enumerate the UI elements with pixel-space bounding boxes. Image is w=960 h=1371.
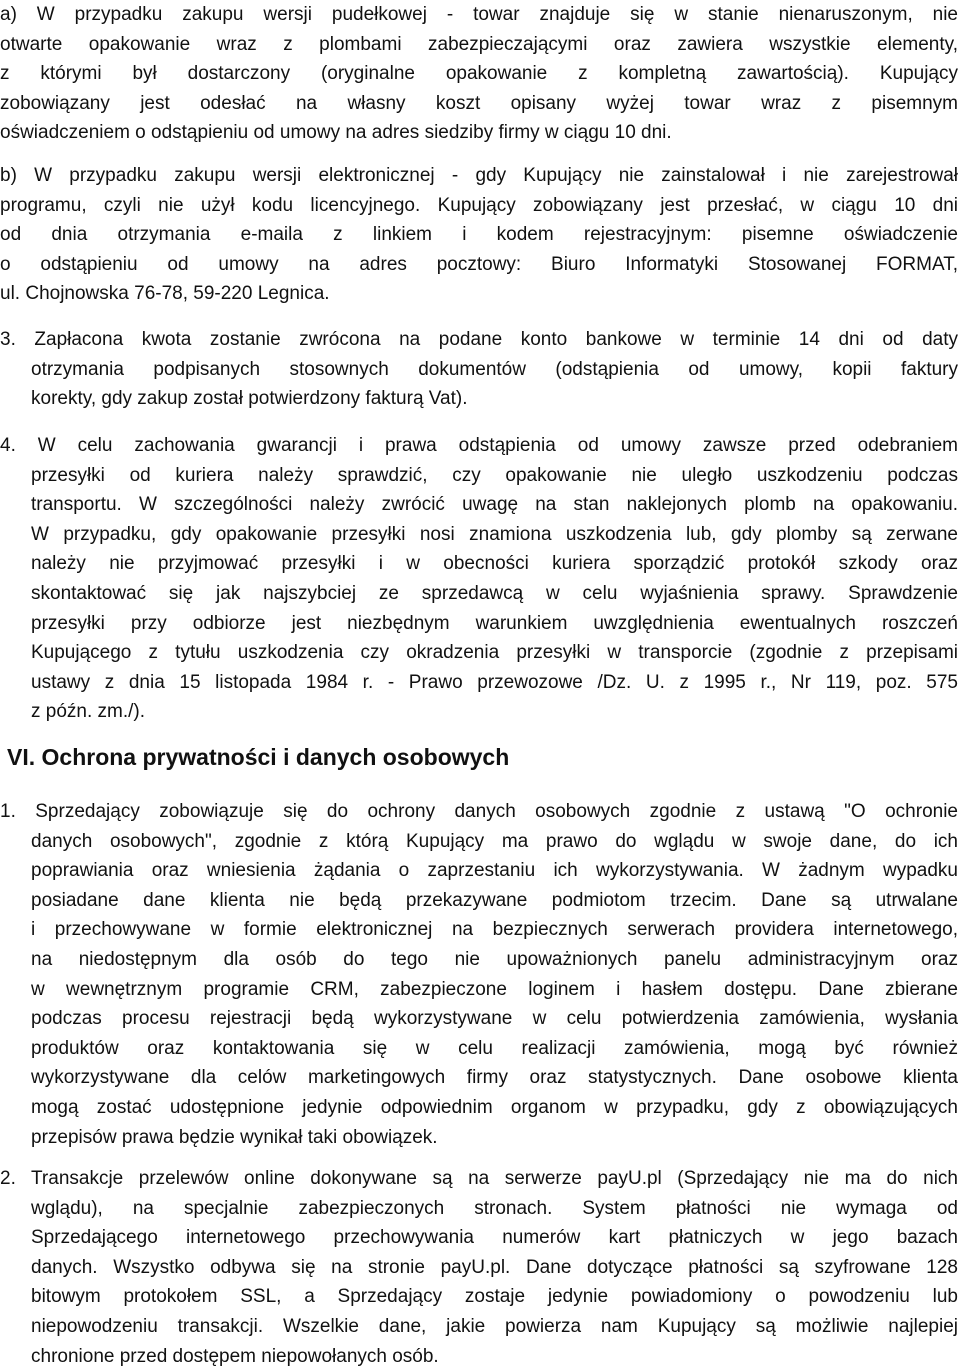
text-line: danych osobowych", zgodnie z którą Kupujący ma prawo do wglądu w swoje dane, do ich bbox=[31, 830, 958, 852]
text-line: wykorzystywane dla celów marketingowych firmy oraz statystycznych. Dane osobowe klienta bbox=[31, 1067, 958, 1089]
text-line: podczas procesu rejestracji będą wykorzystywane w celu potwierdzenia zamówienia, wysłania bbox=[31, 1008, 958, 1030]
text-line: Kupującego z tytułu uszkodzenia czy okradzenia przesyłki w transporcie (zgodnie z przepisami bbox=[31, 642, 958, 664]
text-line: programu, czyli nie użył kodu licencyjnego. Kupujący zobowiązany jest przesłać, w ciągu 10 dni bbox=[0, 194, 958, 216]
text-line: mogą zostać udostępnione jedynie odpowiednim organom w przypadku, gdy z obowiązujących bbox=[31, 1096, 958, 1118]
text-line: od dnia otrzymania e-maila z linkiem i kodem rejestracyjnym: pisemne oświadczenie bbox=[0, 224, 958, 246]
text-line: skontaktować się jak najszybciej ze sprzedawcą w celu wyjaśnienia sprawy. Sprawdzenie bbox=[31, 582, 958, 604]
paragraph-point-4 bbox=[0, 431, 958, 727]
text-line: 3. Zapłacona kwota zostanie zwrócona na podane konto bankowe w terminie 14 dni od daty bbox=[0, 329, 958, 350]
text-line: chronione przed dostępem niepowołanych osób. bbox=[31, 1345, 439, 1367]
text-line: oświadczeniem o odstąpieniu od umowy na adres siedziby firmy w ciągu 10 dni. bbox=[0, 122, 672, 144]
text-line: niepowodzeniu transakcji. Wszelkie dane, jakie powierza nam Kupujący są możliwie najlepiej bbox=[31, 1315, 958, 1337]
text-line: z którymi był dostarczony (oryginalne opakowanie z kompletną zawartością). Kupujący bbox=[0, 63, 958, 85]
text-line: bitowym protokołem SSL, a Sprzedający zostaje jedynie powiadomiony o powodzeniu lub bbox=[31, 1286, 958, 1308]
text-line: 1. Sprzedający zobowiązuje się do ochrony danych osobowych zgodnie z ustawą "O ochronie bbox=[0, 801, 958, 822]
text-line: otwarte opakowanie wraz z plombami zabezpieczającymi oraz zawiera wszystkie elementy, bbox=[0, 33, 958, 55]
text-line: przepisów prawa będzie wynikał taki obowiązek. bbox=[31, 1126, 438, 1148]
paragraph-section-a bbox=[0, 0, 958, 148]
text-line: na niedostępnym dla osób do tego nie upoważnionych panelu administracyjnym oraz bbox=[31, 948, 958, 970]
text-line: otrzymania podpisanych stosownych dokumentów (odstąpienia od umowy, kopii faktury bbox=[31, 358, 958, 380]
text-line: Sprzedającego internetowego przechowywania numerów kart płatniczych w jego bazach bbox=[31, 1227, 958, 1249]
text-line: w wewnętrznym programie CRM, zabezpieczone loginem i hasłem dostępu. Dane zbierane bbox=[31, 978, 958, 1000]
paragraph-section-b bbox=[0, 161, 958, 309]
text-line: o odstąpieniu od umowy na adres pocztowy: Biuro Informatyki Stosowanej FORMAT, bbox=[0, 253, 958, 275]
paragraph-vi-point-1 bbox=[0, 797, 958, 1152]
text-line: z późn. zm./). bbox=[31, 701, 146, 723]
text-line: transportu. W szczególności należy zwrócić uwagę na stan naklejonych plomb na opakowaniu. bbox=[31, 494, 958, 516]
text-line: W przypadku, gdy opakowanie przesyłki nosi znamiona uszkodzenia lub, gdy plomby są zerwane bbox=[31, 523, 958, 545]
text-line: i przechowywane w formie elektronicznej na bezpiecznych serwerach providera internetowego, bbox=[31, 919, 958, 941]
text-line: a) W przypadku zakupu wersji pudełkowej - towar znajduje się w stanie nienaruszonym, nie bbox=[0, 4, 958, 25]
text-line: zobowiązany jest odesłać na własny koszt opisany wyżej towar wraz z pisemnym bbox=[0, 92, 958, 114]
text-line: 2. Transakcje przelewów online dokonywane są na serwerze payU.pl (Sprzedający nie ma do nich bbox=[0, 1168, 958, 1189]
paragraph-vi-point-2 bbox=[0, 1164, 958, 1371]
section-heading: VI. Ochrona prywatności i danych osobowych bbox=[7, 744, 510, 770]
text-line: ustawy z dnia 15 listopada 1984 r. - Prawo przewozowe /Dz. U. z 1995 r., Nr 119, poz. 575 bbox=[31, 671, 958, 693]
text-line: wglądu), na specjalnie zabezpieczonych stronach. System płatności nie wymaga od bbox=[31, 1197, 958, 1219]
text-line: przesyłki przy odbiorze jest niezbędnym warunkiem uwzględnienia ewentualnych roszczeń bbox=[31, 612, 958, 634]
text-line: korekty, gdy zakup został potwierdzony fakturą Vat). bbox=[31, 388, 468, 410]
text-line: produktów oraz kontaktowania się w celu realizacji zamówienia, mogą być również bbox=[31, 1037, 958, 1059]
text-line: b) W przypadku zakupu wersji elektronicznej - gdy Kupujący nie zainstalował i nie zarejestrował bbox=[0, 165, 958, 186]
text-line: przesyłki od kuriera należy sprawdzić, czy opakowanie nie uległo uszkodzeniu podczas bbox=[31, 464, 958, 486]
paragraph-point-3 bbox=[0, 325, 958, 414]
text-line: posiadane dane klienta nie będą przekazywane podmiotom trzecim. Dane są utrwalane bbox=[31, 889, 958, 911]
text-line: danych. Wszystko odbywa się na stronie payU.pl. Dane dotyczące płatności są szyfrowane 128 bbox=[31, 1256, 958, 1278]
text-line: ul. Chojnowska 76-78, 59-220 Legnica. bbox=[0, 283, 330, 305]
text-line: poprawiania oraz wniesienia żądania o zaprzestaniu ich wykorzystywania. W żadnym wypadku bbox=[31, 860, 958, 882]
text-line: należy nie przyjmować przesyłki i w obecności kuriera sporządzić protokół szkody oraz bbox=[31, 553, 958, 575]
text-line: 4. W celu zachowania gwarancji i prawa odstąpienia od umowy zawsze przed odebraniem bbox=[0, 435, 958, 456]
